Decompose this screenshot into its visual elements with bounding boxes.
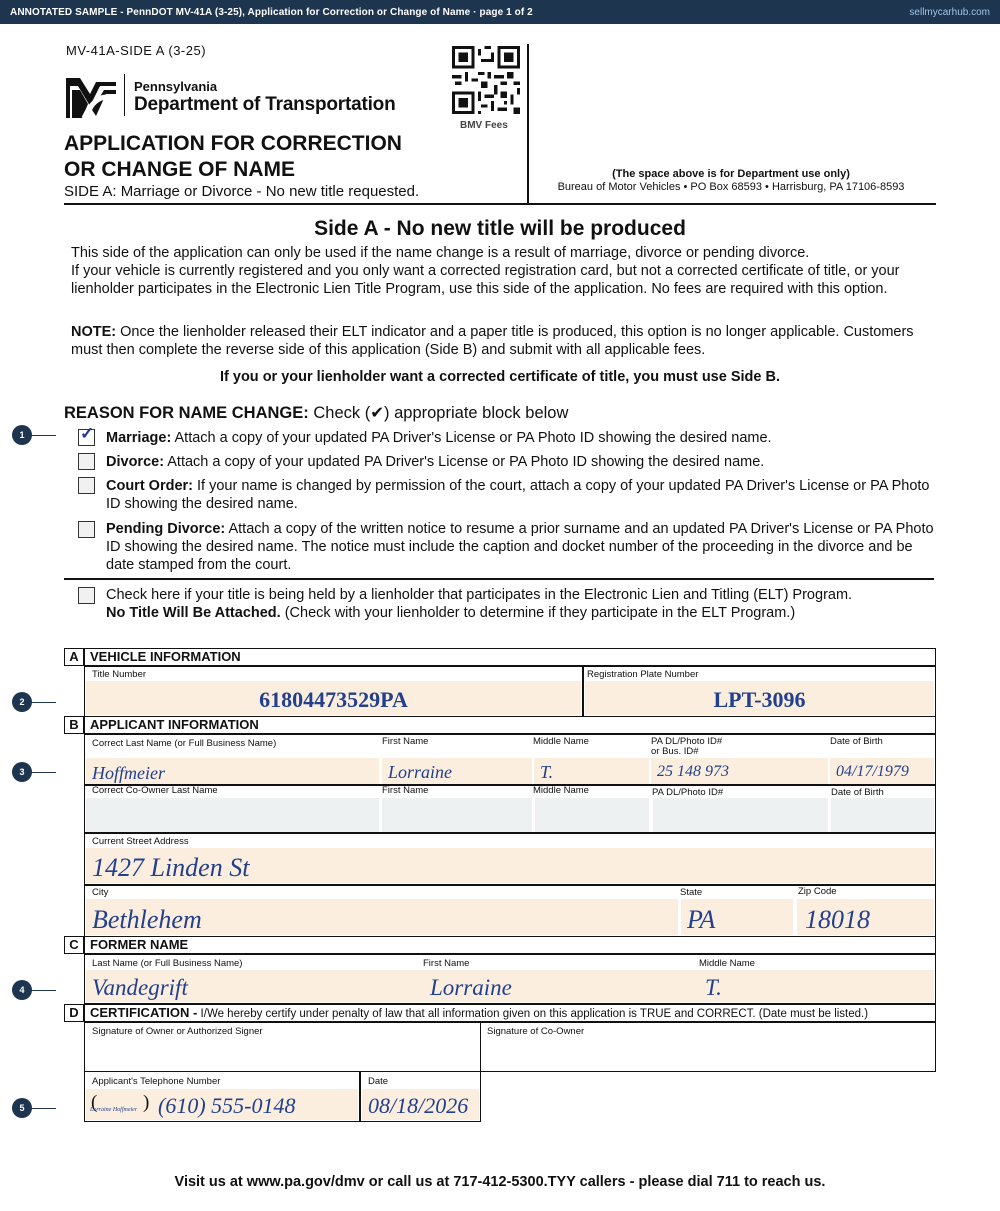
plate-number-value: LPT-3096 <box>713 687 806 712</box>
qr-label: BMV Fees <box>460 120 508 131</box>
checkbox-elt[interactable] <box>78 587 95 604</box>
title-number-value: 61804473529PA <box>259 687 408 712</box>
zip-label: Zip Code <box>798 886 837 897</box>
dob-label: Date of Birth <box>830 736 883 747</box>
annotation-badge-5: 5 <box>12 1098 32 1118</box>
middle-name-value: T. <box>540 762 554 782</box>
option-court-order-label: Court Order: <box>106 478 193 494</box>
area-code-open: ( <box>91 1092 98 1113</box>
elt-rest: (Check with your lienholder to determine if they participate in the ELT Program.) <box>280 605 796 622</box>
option-court-order <box>106 477 934 513</box>
dl-label-1: PA DL/Photo ID# <box>651 736 723 747</box>
street-field[interactable] <box>86 848 934 883</box>
co-first-name-label: First Name <box>382 785 429 796</box>
option-pending-divorce <box>106 520 934 575</box>
owner-signature: Lorraine Hoffmeier <box>90 1107 138 1113</box>
elt-bold: No Title Will Be Attached. <box>106 605 281 622</box>
co-last-name-label: Correct Co-Owner Last Name <box>92 785 218 796</box>
title-number-field[interactable] <box>86 681 581 715</box>
bureau-address: Bureau of Motor Vehicles • PO Box 68593 • Harrisburg, PA 17106-8593 <box>557 181 905 193</box>
option-elt <box>106 586 934 622</box>
date-label: Date <box>368 1076 389 1087</box>
city-value: Bethlehem <box>92 905 202 934</box>
former-last-field[interactable]: Vandegrift <box>92 975 188 1000</box>
annotation-badge-2: 2 <box>12 692 32 712</box>
header-rule <box>64 203 936 205</box>
badge-connector <box>30 990 56 991</box>
option-marriage <box>106 429 934 447</box>
phone-label: Applicant's Telephone Number <box>92 1076 221 1087</box>
department-use-note: (The space above is for Department use only) <box>612 168 850 180</box>
date-value: 08/18/2026 <box>368 1093 469 1118</box>
former-last-label: Last Name (or Full Business Name) <box>92 958 243 969</box>
title-number-label: Title Number <box>92 669 147 680</box>
option-divorce-label: Divorce: <box>106 454 165 470</box>
badge-connector <box>30 702 56 703</box>
header-divider <box>527 44 529 204</box>
penndot-logo-icon <box>66 72 116 118</box>
section-c-heading: FORMER NAME <box>84 936 936 954</box>
state-value: PA <box>687 905 716 934</box>
middle-name-label: Middle Name <box>533 736 589 747</box>
dl-number-field[interactable] <box>651 758 828 784</box>
last-name-field[interactable] <box>86 758 379 784</box>
co-dob-field[interactable] <box>831 798 934 832</box>
co-middle-name-field[interactable] <box>535 798 649 832</box>
agency-state: Pennsylvania <box>134 79 218 94</box>
logo-divider <box>124 74 125 116</box>
option-divorce <box>106 453 934 471</box>
co-dl-field[interactable] <box>653 798 828 832</box>
former-first-label: First Name <box>423 958 470 969</box>
intro-paragraph-1: This side of the application can only be used if the name change is a result of marriage, divorce or pending divorce. <box>71 245 810 261</box>
former-middle-label: Middle Name <box>699 958 755 969</box>
badge-connector <box>30 1108 56 1109</box>
street-value: 1427 Linden St <box>92 853 250 882</box>
plate-number-label: Registration Plate Number <box>587 669 699 680</box>
option-pending-divorce-label: Pending Divorce: <box>106 521 226 537</box>
site-link[interactable]: sellmycarhub.com <box>909 7 990 18</box>
badge-connector <box>30 772 56 773</box>
zip-field[interactable] <box>797 899 934 935</box>
form-code: MV-41A-SIDE A (3-25) <box>66 43 207 58</box>
option-pending-divorce-text: Attach a copy of the written notice to resume a prior surname and an updated PA Driver's License or PA Photo ID showing the desired name. The notice must include the caption and docket number of the proceeding in the divorce and be date stamped from the court. <box>106 521 934 574</box>
annotation-title: ANNOTATED SAMPLE - PennDOT MV-41A (3-25), Application for Correction or Change of Name · page 1 of 2 <box>10 7 533 18</box>
section-d-heading <box>84 1004 936 1022</box>
first-name-field[interactable] <box>382 758 532 784</box>
dob-value: 04/17/1979 <box>836 763 909 780</box>
co-dl-label: PA DL/Photo ID# <box>652 787 724 798</box>
annotation-badge-4: 4 <box>12 980 32 1000</box>
first-name-label: First Name <box>382 736 429 747</box>
cert-statement: I/We hereby certify under penalty of law that all information given on this application is TRUE and CORRECT. (Date must be listed.) <box>197 1008 869 1020</box>
reason-heading <box>64 403 568 423</box>
form-title-line1: APPLICATION FOR CORRECTION <box>64 132 402 155</box>
check-mark-icon: ✓ <box>80 424 95 443</box>
section-c-letter: C <box>64 936 84 954</box>
zip-value: 18018 <box>805 905 870 934</box>
plate-number-field[interactable] <box>585 681 934 715</box>
option-marriage-label: Marriage: <box>106 430 172 446</box>
qr-code-icon <box>452 46 520 114</box>
phone-value: (610) 555-0148 <box>158 1093 296 1118</box>
middle-name-field[interactable] <box>534 758 649 784</box>
annotation-bar <box>0 0 1000 24</box>
form-subtitle: SIDE A: Marriage or Divorce - No new title requested. <box>64 183 420 200</box>
former-first-field[interactable]: Lorraine <box>430 975 512 1000</box>
annotation-badge-1: 1 <box>12 425 32 445</box>
form-title-line2: OR CHANGE OF NAME <box>64 158 295 181</box>
section-a-letter: A <box>64 648 84 666</box>
checkbox-court-order[interactable] <box>78 477 95 494</box>
dob-field[interactable] <box>830 758 934 784</box>
city-field[interactable] <box>86 899 678 935</box>
intro-paragraph-2: If your vehicle is currently registered and you only want a corrected registration card, but not a corrected certificate of title, or your lienholder participates in the Electronic Lien Title Program, use this side of the application. No fees are required with this option. <box>71 263 900 298</box>
side-heading: Side A - No new title will be produced <box>314 217 686 240</box>
city-label: City <box>92 887 109 898</box>
reason-separator <box>64 578 934 580</box>
co-first-name-field[interactable] <box>382 798 532 832</box>
owner-signature-label: Signature of Owner or Authorized Signer <box>92 1026 263 1037</box>
section-b-heading: APPLICANT INFORMATION <box>84 716 936 734</box>
elt-text: Check here if your title is being held by a lienholder that participates in the Electronic Lien and Titling (ELT) Program. <box>106 587 853 603</box>
co-last-name-field[interactable] <box>86 798 379 832</box>
form-title <box>64 131 402 183</box>
row-divider <box>84 832 936 834</box>
note-text: Once the lienholder released their ELT indicator and a paper title is produced, this option is no longer applicable. Customers must then complete the reverse side of this application (Side B) and submit with all applicable fees. <box>71 324 914 359</box>
field-divider <box>582 666 584 717</box>
option-court-order-text: If your name is changed by permission of the court, attach a copy of your updated PA Driver's License or PA Photo ID showing the desired name. <box>106 478 930 513</box>
cert-heading: CERTIFICATION - <box>90 1005 198 1020</box>
reason-heading-bold: REASON FOR NAME CHANGE: <box>64 404 309 422</box>
dl-number-value: 25 148 973 <box>657 763 729 780</box>
state-label: State <box>680 887 703 898</box>
intro-note <box>71 323 933 359</box>
area-code-close: ) <box>143 1092 150 1113</box>
field-divider <box>359 1071 361 1122</box>
co-middle-name-label: Middle Name <box>533 785 589 796</box>
dl-label <box>651 737 722 757</box>
former-middle-field[interactable]: T. <box>705 975 722 1000</box>
annotation-badge-3: 3 <box>12 762 32 782</box>
coowner-signature-label: Signature of Co-Owner <box>487 1026 585 1037</box>
section-d-letter: D <box>64 1004 84 1022</box>
side-b-warning: If you or your lienholder want a corrected certificate of title, you must use Side B. <box>220 369 780 385</box>
section-a-heading: VEHICLE INFORMATION <box>84 648 936 666</box>
agency-name: Department of Transportation <box>134 94 396 115</box>
section-b-letter: B <box>64 716 84 734</box>
dl-label-2: or Bus. ID# <box>651 746 699 757</box>
checkbox-divorce[interactable] <box>78 453 95 470</box>
badge-connector <box>30 435 56 436</box>
street-label: Current Street Address <box>92 836 189 847</box>
reason-heading-rest: Check (✔) appropriate block below <box>308 404 569 422</box>
co-dob-label: Date of Birth <box>831 787 884 798</box>
last-name-label: Correct Last Name (or Full Business Name) <box>92 738 277 749</box>
checkbox-pending-divorce[interactable] <box>78 521 95 538</box>
footer-contact: Visit us at www.pa.gov/dmv or call us at 717-412-5300.TYY callers - please dial 711 to reach us. <box>174 1174 826 1190</box>
option-marriage-text: Attach a copy of your updated PA Driver's License or PA Photo ID showing the desired name. <box>171 430 772 446</box>
checkbox-marriage[interactable] <box>78 424 95 446</box>
note-label: NOTE: <box>71 324 117 340</box>
last-name-value: Hoffmeier <box>92 763 165 783</box>
option-divorce-text: Attach a copy of your updated PA Driver's License or PA Photo ID showing the desired name. <box>164 454 765 470</box>
state-field[interactable] <box>681 899 793 935</box>
first-name-value: Lorraine <box>388 762 453 782</box>
